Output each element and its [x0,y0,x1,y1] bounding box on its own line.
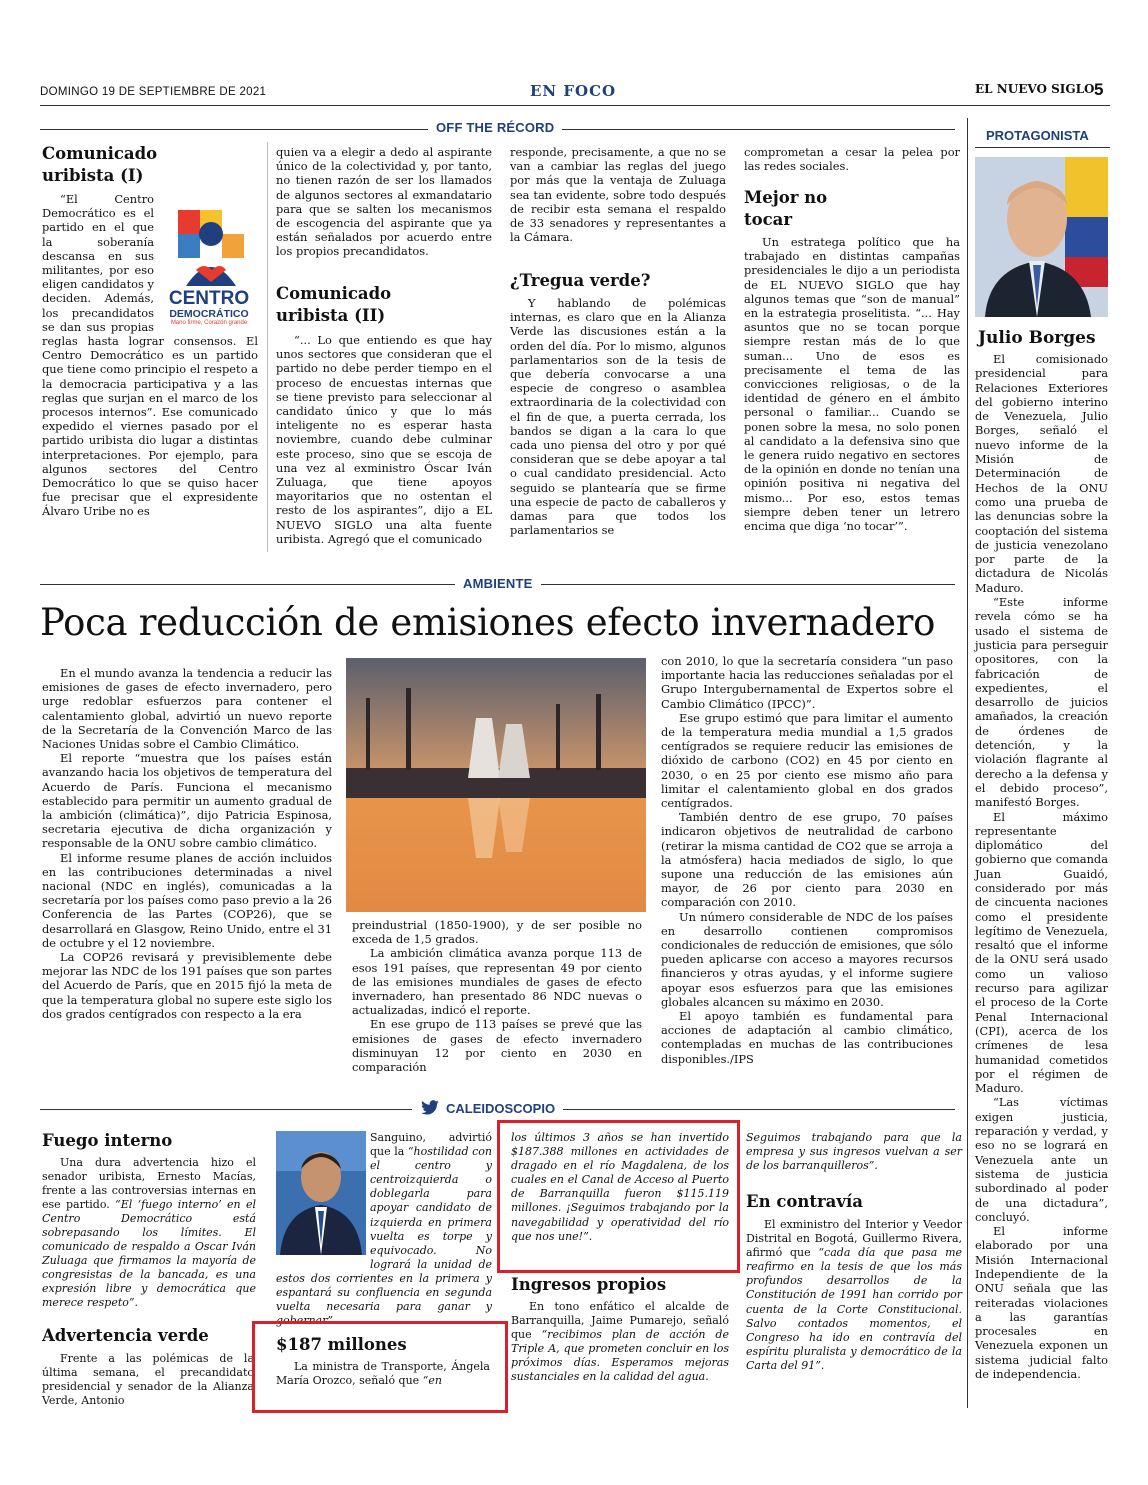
page-header [40,80,1110,102]
contravia-lead: El exministro del Interior y Veedor Distrital en Bogotá, Guillermo Rivera, afirmó que [746,1218,962,1260]
contravia-title: En contravía [746,1192,863,1211]
ambiente-paragraph: El apoyo también es fundamental para acciones de adaptación al cambio climático, contempladas en muchas de las contribuciones disponibles./IPS [661,1009,953,1066]
otr-col3-paragraph: Y hablando de polémicas internas, es claro que en la Alianza Verde las discusiones están a la orden del día. Por lo mismo, algunos parlamentarios son de la tesis de que debería convocarse a una especie de congreso o asamblea extraordinaria de la colectividad con el fin de que, a puerta cerrada, los bandos se digan a la cara lo que cada uno piensa del otro y por qué consideran que se debe apoyar a tal o cual candidato presidencial. Acto seguido se plantearía que se firme una especie de pacto de caballeros y damas para que todos los parlamentarios se [510,296,726,538]
ingresos-title: Ingresos propios [511,1275,667,1294]
otr-label: OFF THE RÉCORD [428,120,562,135]
millones-quote-start: “en [422,1374,442,1387]
millones-continued: los últimos 3 años se han invertido $187.388 millones en actividades de dragado en el río Magdalena, de los cuales en el Canal de Acceso al Puerto de Barranquilla fueron $115.119 millones. ¡Seguimos trabajando por la navegabilidad y operatividad del río que nos une!”. [511,1131,729,1243]
refinery-photo [346,658,646,912]
otr-col4-top: comprometan a cesar la pelea por las redes sociales. [744,145,960,174]
otr-col3-top: responde, precisamente, a que no se van a cambiar las reglas del juego por más que la ventaja de Zuluaga sea tan evidente, sobre todo después de recibir esta semana el respaldo de 33 senadores y representantes a la Cámara. [510,145,726,245]
contravia-paragraph [746,1218,962,1373]
logo-wrap-space [154,192,258,322]
highlight-box-continued [497,1120,740,1273]
ambiente-col3 [661,654,953,1082]
photo-wrap-space [276,1131,370,1259]
sanguino-lead: Sanguino, advirtió que la [370,1131,492,1159]
fuego-paragraph [42,1156,256,1310]
millones-lead: La ministra de Transporte, Ángela María Orozco, señaló que [276,1360,490,1387]
header-section: EN FOCO [530,82,617,100]
otr-col1-title: Comunicado uribista (I) [42,144,158,185]
millones-title: $187 millones [276,1335,407,1354]
ambiente-paragraph: También dentro de ese grupo, 70 países indicaron objetivos de neutralidad de carbono (retirar la misma cantidad de CO2 que se arroja a la atmósfera) hacia mediados de siglo, lo que supone una reducción de las emisiones aún mayor, de 26 por ciento para 2030 en comparación con 2010. [661,810,953,910]
ambiente-paragraph: Un número considerable de NDC de los países en desarrollo contienen compromisos condicionales de reducción de emisiones, que sólo pueden aplicarse con acceso a mayores recursos financieros y otras ayudas, y el informe sugiere apoyar esos esfuerzos para que las emisiones globales alcancen su máximo en 2030. [661,909,953,1009]
ambiente-paragraph: con 2010, lo que la secretaría considera “un paso importante hacia las reducciones señaladas por el Grupo Intergubernamental de Expertos sobre el Cambio Climático (IPCC)”. [661,654,953,711]
protagonista-paragraph: “Este informe revela cómo se ha usado el sistema de justicia para perseguir opositores, con la fabricación de expedientes, el desarrollo de juicios amañados, la creación de órdenes de detención, y la violación flagrante al derecho a la defensa y el debido proceso”, manifestó Borges. [975,595,1108,810]
otr-col1-text [42,192,258,544]
otr-col4-paragraph: Un estratega político que ha trabajado en distintas campañas presidenciales le dijo a un periodista de EL NUEVO SIGLO que hay algunos temas que “son de manual” en la estrategia proselitista. “... Hay asuntos que no se tocan porque siempre restan más de lo que suman... Uno de esos es precisamente el tema de las convicciones religiosas, o de la identidad de género en el ámbito personal o familiar... Cuando se ponen sobre la mesa, no solo ponen al candidato a la defensiva sino que le genera ruido negativo en sectores de la opinión en donde no tenían una opinión positiva ni negativa del mismo... Por eso, estos temas siempre deben tener un letrero encima que diga ‘no tocar’”. [744,235,960,534]
fuego-quote: “El ‘fuego interno’ en el Centro Democrático está sobrepasando los límites. El comunicado de respaldo a Oscar Iván Zuluaga que firmamos la mayoría de congresistas de la bancada, es una expresión libre y democrática que merece respeto”. [42,1198,256,1309]
header-date: DOMINGO 19 DE SEPTIEMBRE DE 2021 [40,86,267,98]
ingresos-text [511,1300,729,1408]
fuego-title: Fuego interno [42,1131,173,1150]
ambiente-col2 [352,918,642,1082]
ambiente-headline: Poca reducción de emisiones efecto invernadero [40,601,936,644]
otr-col4-title: Mejor no tocar [744,188,828,229]
ingresos-quote: “recibimos plan de acción de Triple A, que prometen concluir en los próximos días. Esperamos mejoras sustanciales en la calidad del agua. [511,1328,729,1384]
advertencia-title: Advertencia verde [42,1326,209,1345]
contravia-text [746,1218,962,1388]
header-rule [40,105,1110,106]
ambiente-paragraph: La COP26 revisará y previsiblemente debe mejorar las NDC de los 191 países que son partes del Acuerdo de París, que en 2015 fijó la meta de que la temperatura global no supere este siglo los dos grados centígrados con respecto a la era [42,950,332,1021]
otr-col2-top: quien va a elegir a dedo al aspirante único de la colectividad y, por tanto, no tienen razón de ser los llamados de algunos sectores al exmandatario para que se salten los mecanismos de escogencia del aspirante que ya están señalados por acuerdo entre los propios precandidatos. [276,145,492,259]
ingresos-paragraph [511,1300,729,1385]
ingresos-continued: Seguimos trabajando para que la empresa y sus ingresos vuelvan a ser de los barranquilleros”. [746,1131,962,1173]
portrait-icon [975,157,1108,317]
protagonista-paragraph: El informe elaborado por una Misión Internacional Independiente de la ONU señala que las reiteradas violaciones a las garantías procesales en Venezuela exponen un sistema judicial falto de independencia. [975,1224,1108,1382]
sanguino-quote: “hostilidad con el centro y centroizquierda o doblegarla para apoyar candidato de izquierda en primera vuelta es torpe y equivocado. No logrará la unidad de estos dos corrientes en la primera y espantará su confluencia en segunda vuelta necesaria para ganar y gobernar”. [276,1145,492,1328]
sidebar-divider [967,118,968,1408]
protagonista-paragraph: El máximo representante diplomático del gobierno que comanda Juan Guaidó, considerado por más de cincuenta naciones como el presidente legítimo de Venezuela, resaltó que el informe de la ONU será usado como un valioso recurso para agilizar el proceso de la Corte Penal Internacional (CPI), acerca de los crímenes de lesa humanidad cometidos por el régimen de Maduro. [975,809,1108,1096]
protagonista-label: PROTAGONISTA [986,128,1089,143]
ambiente-col1 [42,666,332,1082]
otr-col2-paragraph: “... Lo que entiendo es que hay unos sectores que consideran que el partido no debe perder tiempo en el proceso de encuestas internas que se tiene previsto para seleccionar al candidato único y que lo más inteligente no es esperar hasta noviembre, cuando debe culminar este proceso, sino que se escoja de una vez al exministro Óscar Iván Zuluaga, que tiene apoyos mayoritarios que no ostentan el resto de los aspirantes”, dijo a EL NUEVO SIGLO una alta fuente uribista. Agregó que el comunicado [276,333,492,546]
page-number: 5 [1094,80,1104,99]
protagonista-name: Julio Borges [978,328,1096,348]
otr-col3-text [510,296,726,556]
otr-col4-text [744,235,960,555]
ingresos-lead: En tono enfático el alcalde de Barranquilla, Jaime Pumarejo, señaló que [511,1300,729,1342]
highlight-box-millones [252,1321,508,1413]
otr-col1-paragraph: “El Centro Democrático es el partido en el que la soberanía descansa en sus militantes, por eso eligen candidatos y deciden. Además, los precandidatos se dan sus propias reglas hasta lograr consensos. El Centro Democrático es un partido que tiene como principio el respeto a la democracia participativa y a las reglas que surjan en el marco de los procesos internos”. Ese comunicado expedido el viernes pasado por el partido uribista dio lugar a distintas interpretaciones. Por ejemplo, para algunos sectores del Centro Democrático lo que se quiso hacer fue precisar que el expresidente Álvaro Uribe no es [42,192,258,519]
fuego-lead: Una dura advertencia hizo el senador uribista, Ernesto Macías, frente a las controversias internas en ese partido. [42,1156,256,1211]
otr-divider [267,142,268,552]
caleidoscopio-header [412,1100,563,1116]
caleidoscopio-label: CALEIDOSCOPIO [446,1100,556,1116]
advertencia-text [42,1352,254,1408]
protagonista-paragraph: El comisionado presidencial para Relaciones Exteriores del gobierno interino de Venezuela, Julio Borges, señaló el nuevo informe de la Misión de Determinación de Hechos de la ONU como una prueba de las denuncias sobre la cooptación del sistema de justicia venezolano por parte de la dictadura de Nicolás Maduro. [975,352,1108,595]
fuego-text [42,1156,256,1316]
protagonista-rule [975,147,1110,148]
twitter-bird-icon [420,1100,440,1116]
logo-tagline: Mano firme, Corazón grande [170,320,248,326]
contravia-quote: “cada día que pasa me reafirmo en la tesis de que los más profundos desarrollos de la Constitución de 1991 han corrido por cuenta de la Corte Constitucional. Salvo contados momentos, el Congreso ha ido en contravía del espíritu pluralista y democrático de la Carta del 91”. [746,1246,963,1372]
header-paper: EL NUEVO SIGLO [975,82,1095,96]
protagonista-paragraph: “Las víctimas exigen justicia, reparación y verdad, y eso no se logrará en Venezuela ante un sistema de justicia subordinado al poder de una dictadura”, concluyó. [975,1095,1108,1224]
otr-col3-title: ¿Tregua verde? [510,271,651,290]
otr-col2-text [276,333,492,555]
logo-word2: DEMOCRÁTICO [169,308,249,320]
protagonista-photo [975,157,1108,317]
ambiente-paragraph: preindustrial (1850-1900), y de ser posible no exceda de 1,5 grados. [352,918,642,947]
otr-col2-title: Comunicado uribista (II) [276,284,392,325]
logo-word1: CENTRO [168,288,250,309]
ambiente-label: AMBIENTE [455,576,541,591]
ambiente-paragraph: En el mundo avanza la tendencia a reducir las emisiones de gases de efecto invernadero, pero urge redoblar esfuerzos para contener el calentamiento global, advirtió un nuevo reporte de la Secretaría de la Convención Marco de las Naciones Unidas sobre el Cambio Climático. [42,666,332,752]
ambiente-paragraph: La ambición climática avanza porque 113 de esos 191 países, que representan 49 por ciento de las emisiones mundiales de gases de efecto invernadero, han presentado 86 NDC nuevas o actualizadas, indicó el reporte. [352,946,642,1018]
ambiente-paragraph: El informe resume planes de acción incluidos en las contribuciones determinadas a nivel nacional (NDC en inglés), comunicadas a la secretaría por los países como paso previo a la 26 Conferencia de las Partes (COP26), que se desarrollará en Glasgow, Reino Unido, entre el 31 de octubre y el 12 noviembre. [42,850,332,950]
sanguino-text [276,1131,492,1328]
advertencia-paragraph: Frente a las polémicas de la última semana, el precandidato presidencial y senador de la Alianza Verde, Antonio [42,1352,254,1407]
refinery-image-icon [346,658,646,912]
ambiente-paragraph: En ese grupo de 113 países se prevé que las emisiones de gases de efecto invernadero disminuyan 12 por ciento en 2030 en comparación [352,1017,642,1075]
protagonista-text [975,352,1108,1402]
ambiente-paragraph: El reporte “muestra que los países están avanzando hacia los objetivos de temperatura del Acuerdo de París. Funciona el mecanismo establecido para permitir un aumento gradual de la ambición (climática)”, dijo Patricia Espinosa, secretaria ejecutiva de dicha organización y responsable de la ONU sobre cambio climático. [42,751,332,851]
ambiente-paragraph: Ese grupo estimó que para limitar el aumento de la temperatura media mundial a 1,5 grados centígrados se requiere reducir las emisiones de dióxido de carbono (CO2) en 45 por ciento en 2030, o en 25 por ciento ese mismo año para limitar el calentamiento global en dos grados centígrados. [661,710,953,811]
